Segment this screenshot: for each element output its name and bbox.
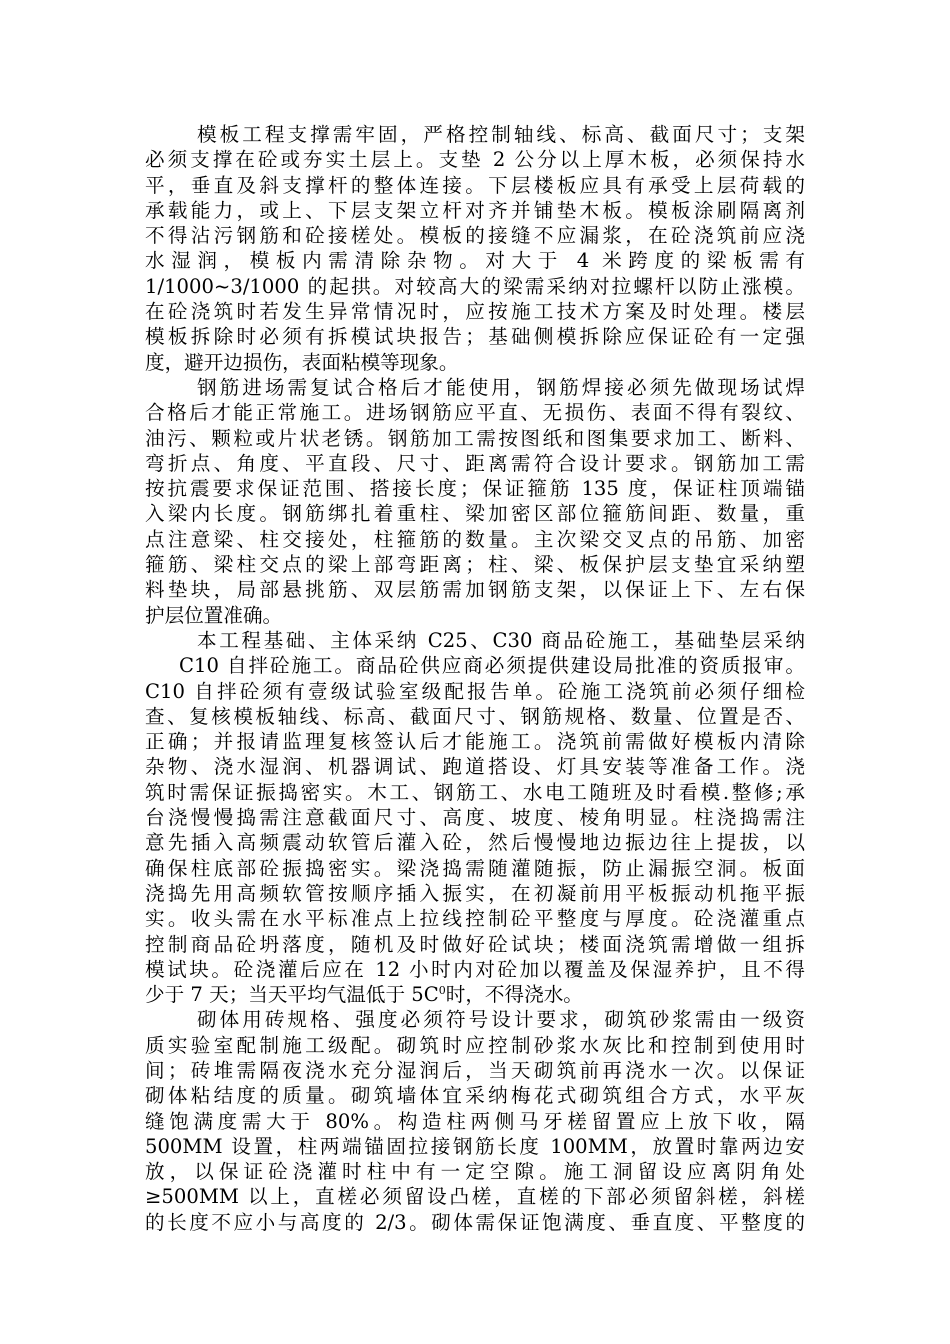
text-line: 砌体粘结度的质量。砌筑墙体宜采纳梅花式砌筑组合方式，水平灰	[145, 1084, 805, 1108]
text-line: 料垫块，局部悬挑筋、双层筋需加钢筋支架，以保证上下、左右保	[145, 578, 805, 602]
text-line: 模板拆除时必须有拆模试块报告；基础侧模拆除应保证砼有一定强	[145, 325, 805, 349]
text-line: 浇捣先用高频软管按顺序插入振实，在初凝前用平板振动机拖平振	[145, 881, 805, 905]
text-line: 意先插入高频震动软管后灌入砼，然后慢慢地边振边往上提拔，以	[145, 831, 805, 855]
text-line: 入梁内长度。钢筋绑扎着重柱、梁加密区部位箍筋间距、数量，重	[145, 502, 805, 526]
text-line: 缝饱满度需大于 80%。构造柱两侧马牙槎留置应上放下收，隔	[145, 1109, 805, 1133]
text-line: 放，以保证砼浇灌时柱中有一定空隙。施工洞留设应离阴角处	[145, 1160, 805, 1184]
text-line: 在砼浇筑时若发生异常情况时，应按施工技术方案及时处理。楼层	[145, 300, 805, 324]
paragraph-rebar	[145, 375, 805, 628]
text-line: 弯折点、角度、平直段、尺寸、距离需符合设计要求。钢筋加工需	[145, 451, 805, 475]
text-line: 1/1000~3/1000 的起拱。对较高大的梁需采纳对拉螺杆以防止涨模。	[145, 274, 805, 298]
paragraph-masonry	[145, 1007, 805, 1235]
text-line: 控制商品砼坍落度，随机及时做好砼试块；楼面浇筑需增做一组拆	[145, 932, 805, 956]
text-line: 实。收头需在水平标准点上拉线控制砼平整度与厚度。砼浇灌重点	[145, 907, 805, 931]
paragraph-formwork	[145, 122, 805, 375]
text-line	[145, 982, 805, 1007]
text-line: 承载能力，或上、下层支架立杆对齐并铺垫木板。模板涂刷隔离剂	[145, 198, 805, 222]
text-line: 砌体用砖规格、强度必须符号设计要求，砌筑砂浆需由一级资	[197, 1008, 805, 1032]
text-line: 油污、颗粒或片状老锈。钢筋加工需按图纸和图集要求加工、断料、	[145, 426, 805, 450]
text-line: 杂物、浇水湿润、机器调试、跑道搭设、灯具安装等准备工作。浇	[145, 755, 805, 779]
text-line: 必须支撑在砼或夯实土层上。支垫 2 公分以上厚木板，必须保持水	[145, 148, 805, 172]
text-line: 钢筋进场需复试合格后才能使用，钢筋焊接必须先做现场试焊	[197, 375, 805, 399]
text-line: C10 自拌砼施工。商品砼供应商必须提供建设局批准的资质报审。	[179, 654, 805, 678]
text-line: 护层位置准确。	[145, 603, 283, 627]
text-line: ≥500MM 以上，直槎必须留设凸槎，直槎的下部必须留斜槎，斜槎	[145, 1185, 805, 1209]
text-line: 水湿润，模板内需清除杂物。对大于 4 米跨度的梁板需有	[145, 249, 805, 273]
text-line: 模板工程支撑需牢固，严格控制轴线、标高、截面尺寸；支架	[197, 123, 805, 146]
text-line: 筑时需保证振捣密实。木工、钢筋工、水电工随班及时看模.整修;承	[145, 780, 805, 804]
text-line: 度，避开边损伤，表面粘模等现象。	[145, 350, 459, 374]
text-line: 不得沾污钢筋和砼接槎处。模板的接缝不应漏浆，在砼浇筑前应浇	[145, 224, 805, 248]
text-segment: 时，不得浇水。	[445, 983, 583, 1007]
text-line: 按抗震要求保证范围、搭接长度；保证箍筋 135 度，保证柱顶端锚	[145, 477, 805, 501]
text-line: 合格后才能正常施工。进场钢筋应平直、无损伤、表面不得有裂纹、	[145, 401, 805, 425]
text-line: 平，垂直及斜支撑杆的整体连接。下层楼板应具有承受上层荷载的	[145, 173, 805, 197]
text-segment: 少于 7 天；当天平均气温低于 5C	[145, 983, 439, 1007]
text-line: 模试块。砼浇灌后应在 12 小时内对砼加以覆盖及保湿养护，且不得	[145, 957, 805, 981]
text-line: 查、复核模板轴线、标高、截面尺寸、钢筋规格、数量、位置是否、	[145, 704, 805, 728]
document-page	[145, 122, 805, 1235]
text-line: 点注意梁、柱交接处，柱箍筋的数量。主次梁交叉点的吊筋、加密	[145, 527, 805, 551]
text-line: 正确；并报请监理复核签认后才能施工。浇筑前需做好模板内清除	[145, 730, 805, 754]
text-line: 500MM 设置，柱两端锚固拉接钢筋长度 100MM，放置时靠两边安	[145, 1134, 805, 1158]
text-line: C10 自拌砼须有壹级试验室级配报告单。砼施工浇筑前必须仔细检	[145, 679, 805, 703]
text-line: 的长度不应小与高度的 2/3。砌体需保证饱满度、垂直度、平整度的	[145, 1210, 805, 1234]
superscript-degree: 0	[438, 984, 446, 998]
paragraph-concrete	[145, 628, 805, 1007]
text-line: 确保柱底部砼振捣密实。梁浇捣需随灌随振，防止漏振空洞。板面	[145, 856, 805, 880]
text-line: 本工程基础、主体采纳 C25、C30 商品砼施工，基础垫层采纳	[197, 628, 805, 652]
text-line: 台浇慢慢捣需注意截面尺寸、高度、坡度、棱角明显。柱浇捣需注	[145, 806, 805, 830]
text-line: 箍筋、梁柱交点的梁上部弯距离；柱、梁、板保护层支垫宜采纳塑	[145, 553, 805, 577]
text-line: 间；砖堆需隔夜浇水充分湿润后，当天砌筑前再浇水一次。以保证	[145, 1058, 805, 1082]
text-line: 质实验室配制施工级配。砌筑时应控制砂浆水灰比和控制到使用时	[145, 1033, 805, 1057]
